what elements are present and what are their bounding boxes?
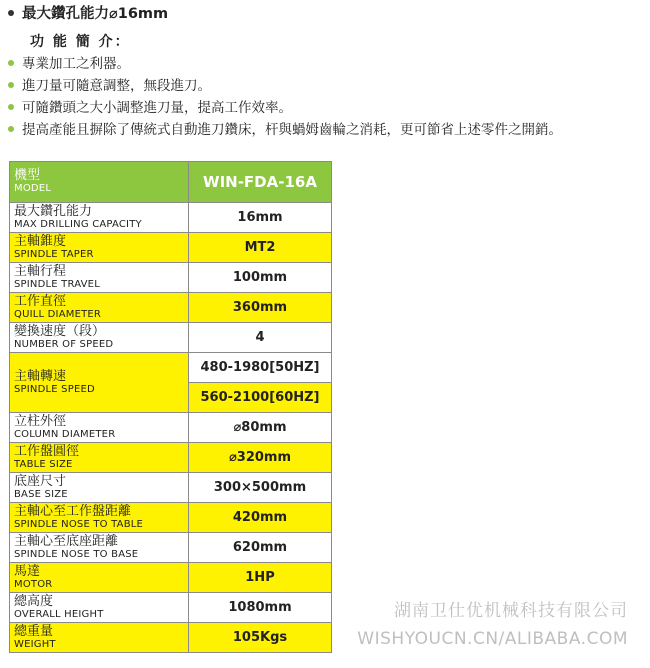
table-row — [10, 623, 332, 653]
row-value: 300×500mm — [189, 473, 332, 503]
row-label: 總高度 OVERALL HEIGHT — [10, 593, 189, 623]
model-value: WIN-FDA-16A — [189, 162, 332, 203]
feature-item: 進刀量可隨意調整，無段進刀。 — [8, 74, 211, 94]
table-row — [10, 443, 332, 473]
row-label: 工作盤圓徑 TABLE SIZE — [10, 443, 189, 473]
table-row — [10, 593, 332, 623]
row-label: 工作直徑 QUILL DIAMETER — [10, 293, 189, 323]
row-label: 主軸行程 SPINDLE TRAVEL — [10, 263, 189, 293]
bullet-icon — [8, 10, 14, 16]
table-row — [10, 323, 332, 353]
row-label: 馬達 MOTOR — [10, 563, 189, 593]
row-label: 主軸心至工作盤距離 SPINDLE NOSE TO TABLE — [10, 503, 189, 533]
bullet-icon — [8, 82, 14, 88]
row-value: 1080mm — [189, 593, 332, 623]
watermark-company: 湖南卫仕优机械科技有限公司 — [394, 601, 628, 621]
table-row — [10, 233, 332, 263]
bullet-icon — [8, 60, 14, 66]
table-row — [10, 263, 332, 293]
row-value: 560-2100[60HZ] — [189, 383, 332, 413]
row-value: ⌀80mm — [189, 413, 332, 443]
table-row — [10, 293, 332, 323]
table-row — [10, 203, 332, 233]
header-label-cell: 機型 MODEL — [10, 162, 189, 203]
row-label: 主軸心至底座距離 SPINDLE NOSE TO BASE — [10, 533, 189, 563]
row-value: 360mm — [189, 293, 332, 323]
table-row — [10, 413, 332, 443]
spec-table — [9, 161, 332, 653]
feature-item: 可隨鑽頭之大小調整進刀量，提高工作效率。 — [8, 96, 292, 116]
row-value: 105Kgs — [189, 623, 332, 653]
row-label: 底座尺寸 BASE SIZE — [10, 473, 189, 503]
feature-item: 專業加工之利器。 — [8, 52, 130, 72]
row-label: 總重量 WEIGHT — [10, 623, 189, 653]
table-row — [10, 503, 332, 533]
row-label: 主軸轉速 SPINDLE SPEED — [10, 353, 189, 413]
row-value: ⌀320mm — [189, 443, 332, 473]
table-row — [10, 533, 332, 563]
row-value: 1HP — [189, 563, 332, 593]
row-value: 100mm — [189, 263, 332, 293]
table-header-row — [10, 162, 332, 203]
row-label: 變換速度（段） NUMBER OF SPEED — [10, 323, 189, 353]
headline: 最大鑽孔能力⌀16mm — [8, 2, 168, 23]
table-row — [10, 473, 332, 503]
row-value: 16mm — [189, 203, 332, 233]
row-value: 620mm — [189, 533, 332, 563]
bullet-icon — [8, 126, 14, 132]
features-title: 功 能 簡 介： — [30, 34, 131, 50]
table-row — [10, 353, 332, 383]
watermark-site: WISHYOUCN.CN/ALIBABA.COM — [357, 629, 628, 649]
row-label: 立柱外徑 COLUMN DIAMETER — [10, 413, 189, 443]
feature-item: 提高產能且摒除了傳統式自動進刀鑽床，杆與蝸姆齒輪之消耗，更可節省上述零件之開銷。 — [8, 118, 562, 138]
row-value: 420mm — [189, 503, 332, 533]
row-label: 主軸錐度 SPINDLE TAPER — [10, 233, 189, 263]
bullet-icon — [8, 104, 14, 110]
row-value: 4 — [189, 323, 332, 353]
table-row — [10, 563, 332, 593]
row-value: MT2 — [189, 233, 332, 263]
row-label: 最大鑽孔能力 MAX DRILLING CAPACITY — [10, 203, 189, 233]
row-value: 480-1980[50HZ] — [189, 353, 332, 383]
